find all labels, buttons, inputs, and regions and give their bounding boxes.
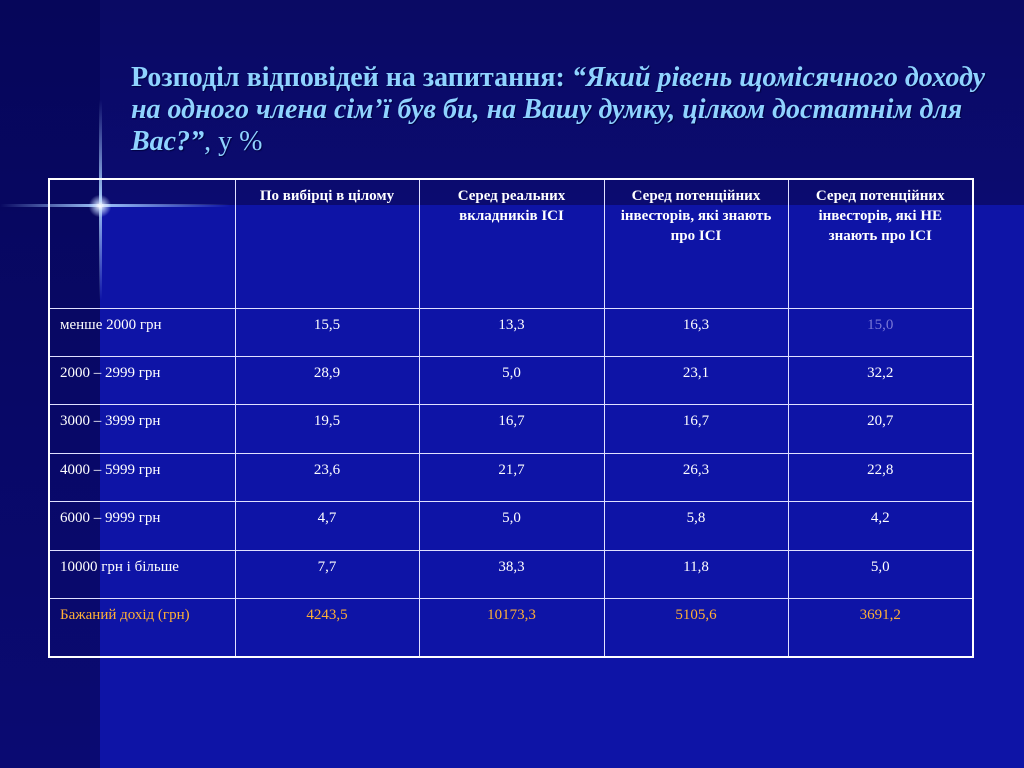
- table-cell: 32,2: [788, 356, 973, 404]
- table-cell: 23,1: [604, 356, 788, 404]
- table-cell: 10173,3: [419, 598, 604, 657]
- income-distribution-table: [48, 178, 974, 658]
- header-real-investors: Серед реальних вкладників ІСІ: [419, 179, 604, 308]
- table-cell: 11,8: [604, 550, 788, 598]
- table-cell: 23,6: [235, 453, 419, 501]
- table-cell: 4243,5: [235, 598, 419, 657]
- row-label: 10000 грн і більше: [49, 550, 235, 598]
- table-cell: 16,7: [419, 405, 604, 453]
- row-label: 2000 – 2999 грн: [49, 356, 235, 404]
- table-row-desired-income: [49, 598, 973, 657]
- table-row: [49, 308, 973, 356]
- table-header-row: [49, 179, 973, 308]
- table-cell: 4,7: [235, 502, 419, 550]
- table-cell: 5,0: [419, 502, 604, 550]
- header-potential-unaware: Серед потенційних інвесторів, які НЕ знають про ІСІ: [788, 179, 973, 308]
- table-cell: 5,0: [788, 550, 973, 598]
- table-cell: 15,0: [788, 308, 973, 356]
- table-cell: 22,8: [788, 453, 973, 501]
- table-cell: 3691,2: [788, 598, 973, 657]
- table-cell: 20,7: [788, 405, 973, 453]
- table-cell: 28,9: [235, 356, 419, 404]
- row-label: 3000 – 3999 грн: [49, 405, 235, 453]
- row-label: 4000 – 5999 грн: [49, 453, 235, 501]
- table-cell: 16,7: [604, 405, 788, 453]
- table-cell: 21,7: [419, 453, 604, 501]
- table-cell: 5,8: [604, 502, 788, 550]
- header-empty: [49, 179, 235, 308]
- table-cell: 7,7: [235, 550, 419, 598]
- title-prefix: Розподіл відповідей на запитання:: [131, 62, 572, 93]
- row-label: менше 2000 грн: [49, 308, 235, 356]
- table-row: [49, 356, 973, 404]
- table-cell: 26,3: [604, 453, 788, 501]
- table-row: [49, 550, 973, 598]
- row-label: Бажаний дохід (грн): [49, 598, 235, 657]
- title-question: “Який рівень щомісячного доходу на одного члена сім’ї був би, на Вашу думку, цілком достатнім для Вас?”: [131, 62, 986, 157]
- table-cell: 15,5: [235, 308, 419, 356]
- title-suffix: , у %: [204, 126, 263, 157]
- table-row: [49, 405, 973, 453]
- header-potential-aware: Серед потенційних інвесторів, які знають про ІСІ: [604, 179, 788, 308]
- slide-title: [131, 62, 991, 158]
- table-cell: 16,3: [604, 308, 788, 356]
- table-row: [49, 502, 973, 550]
- table-cell: 13,3: [419, 308, 604, 356]
- table-cell: 5,0: [419, 356, 604, 404]
- table-cell: 4,2: [788, 502, 973, 550]
- table-cell: 5105,6: [604, 598, 788, 657]
- row-label: 6000 – 9999 грн: [49, 502, 235, 550]
- table-row: [49, 453, 973, 501]
- header-whole-sample: По вибірці в цілому: [235, 179, 419, 308]
- table-cell: 38,3: [419, 550, 604, 598]
- table-cell: 19,5: [235, 405, 419, 453]
